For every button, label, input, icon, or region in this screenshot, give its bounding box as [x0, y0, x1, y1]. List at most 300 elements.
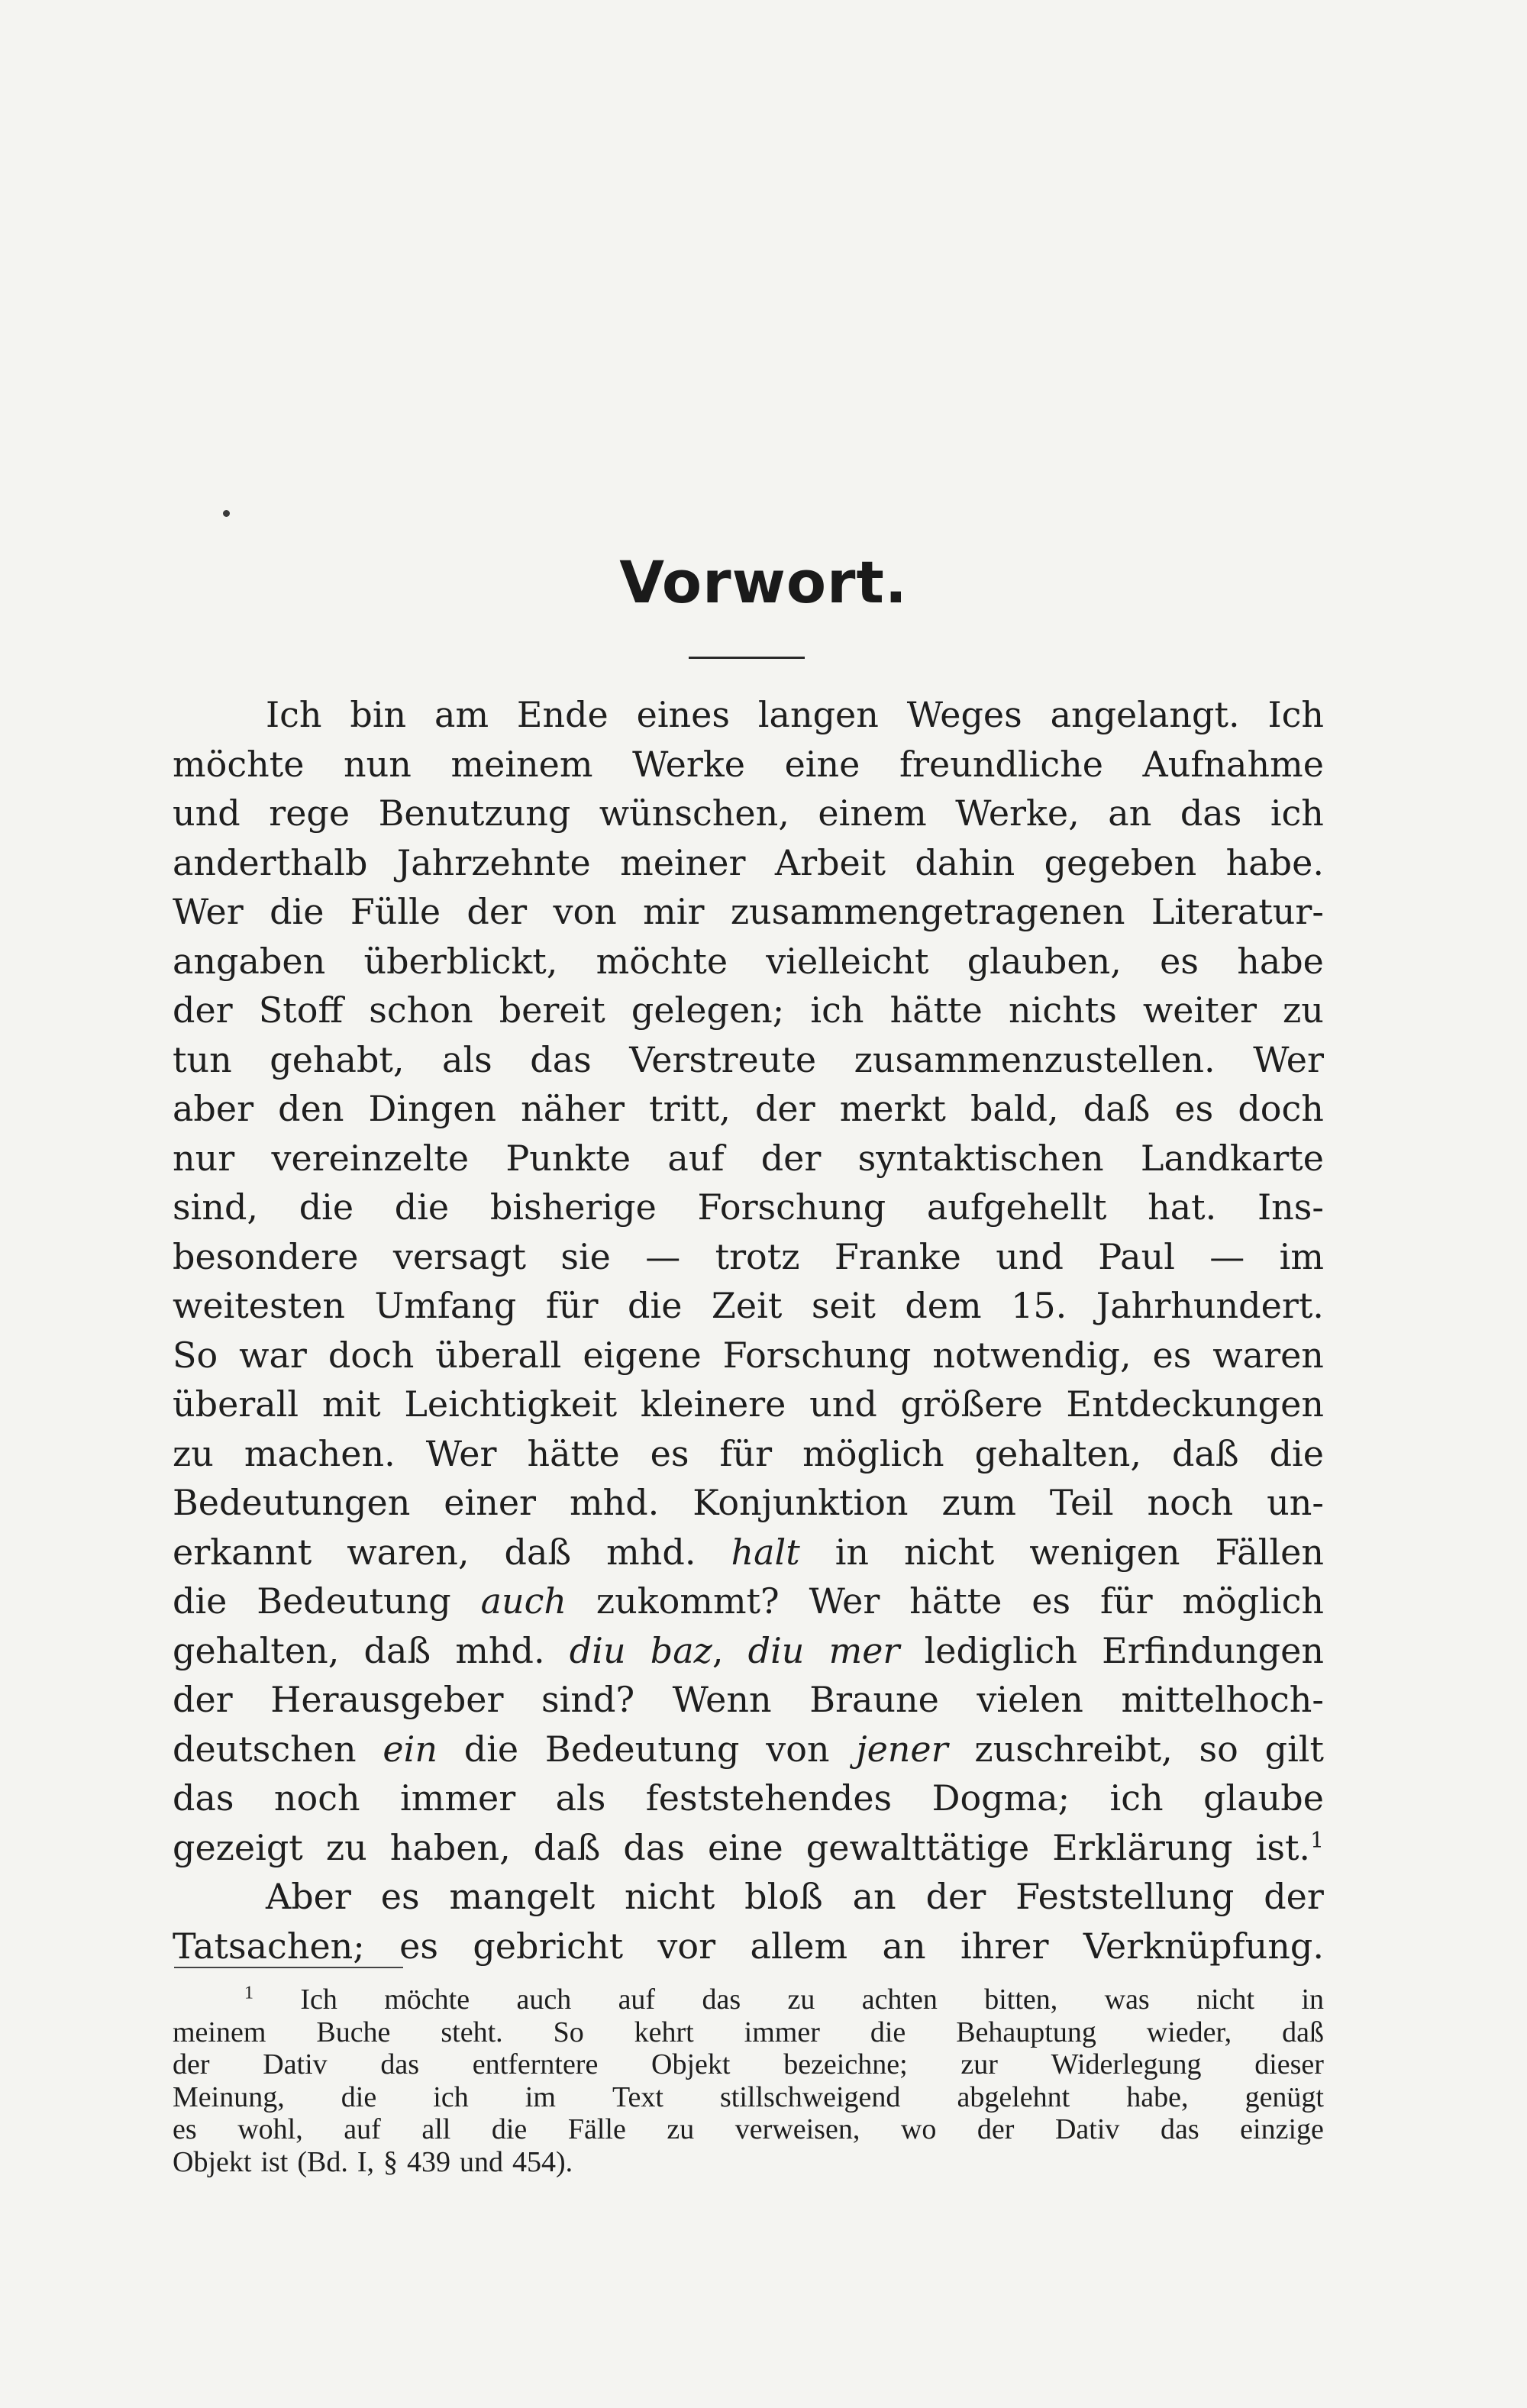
word: Erklärung: [1052, 1826, 1233, 1868]
word: Ich: [1267, 694, 1324, 735]
word: Meinung,: [173, 2080, 285, 2113]
word: Literatur-: [1151, 891, 1324, 932]
word: Konjunktion: [692, 1482, 909, 1523]
word: der: [466, 891, 528, 932]
word: dem: [905, 1285, 982, 1326]
word: nicht: [1196, 1984, 1255, 2016]
word: Bedeutungen: [173, 1482, 411, 1523]
word: daß: [1171, 1432, 1239, 1474]
word: anderthalb: [173, 841, 368, 883]
word: Tatsachen;: [173, 1925, 365, 1967]
word: zu: [787, 1984, 815, 2016]
text-line: [173, 1675, 1324, 1725]
word: auf: [667, 1137, 725, 1179]
word: noch: [1147, 1482, 1234, 1523]
word: Verknüpfung.: [1083, 1925, 1324, 1967]
word: Dogma;: [931, 1777, 1070, 1819]
word: 439: [407, 2145, 450, 2178]
word: wenigen: [1029, 1531, 1180, 1573]
word: die: [463, 1728, 519, 1770]
word: genügt: [1245, 2080, 1324, 2113]
text-line: [173, 1823, 1324, 1873]
word: eines: [636, 694, 730, 735]
word: Jahrzehnte: [396, 841, 591, 883]
word: wohl,: [237, 2113, 303, 2145]
word: —: [1209, 1235, 1245, 1277]
footnote-line: [173, 2016, 1324, 2049]
word: für: [1099, 1580, 1153, 1622]
word: ihrer: [960, 1925, 1049, 1967]
word: immer: [400, 1777, 516, 1819]
word: möglich: [1182, 1580, 1324, 1622]
text-line: [173, 789, 1324, 838]
word: wünschen,: [599, 792, 789, 834]
word: bald,: [970, 1088, 1059, 1129]
word: bloß: [744, 1876, 823, 1917]
word: bitten,: [984, 1984, 1058, 2016]
word: Buche: [316, 2016, 391, 2048]
word: bisherige: [489, 1186, 657, 1228]
word: zu: [667, 2113, 695, 2145]
word: der: [173, 989, 233, 1031]
word: waren,: [347, 1531, 470, 1573]
word: mangelt: [449, 1876, 596, 1917]
word: Wer: [173, 891, 244, 932]
word: Zeit: [711, 1285, 783, 1326]
word: haben,: [389, 1826, 511, 1868]
word: kleinere: [640, 1383, 786, 1425]
word: auf: [344, 2113, 381, 2145]
word: nun: [344, 743, 412, 785]
word: Werke,: [955, 792, 1080, 834]
word: sie: [560, 1235, 611, 1277]
word: auch: [516, 1984, 572, 2016]
word: zu: [325, 1826, 367, 1868]
word: §: [383, 2145, 398, 2178]
word: an: [882, 1925, 926, 1967]
word: im: [525, 2080, 556, 2113]
word: Landkarte: [1140, 1137, 1324, 1179]
word: das: [173, 1777, 234, 1819]
word: einem: [818, 792, 927, 834]
word: schon: [369, 989, 473, 1031]
word: das: [1180, 792, 1242, 834]
word: achten: [861, 1984, 938, 2016]
word: doch: [328, 1334, 415, 1376]
text-line: [173, 1035, 1324, 1085]
word: Teil: [1049, 1482, 1114, 1523]
word: Erfindungen: [1102, 1629, 1324, 1671]
word: gebricht: [473, 1925, 624, 1967]
word: als: [555, 1777, 606, 1819]
word: 1: [244, 1983, 253, 2003]
word: habe.: [1225, 841, 1324, 883]
word: gewalttätige: [805, 1826, 1030, 1868]
word: mit: [321, 1383, 381, 1425]
word: die: [299, 1186, 354, 1228]
text-line: [173, 887, 1324, 937]
text-line: [173, 1183, 1324, 1232]
word: es: [1174, 1088, 1214, 1129]
word: langen: [757, 694, 879, 735]
word: meinem: [173, 2016, 266, 2048]
text-line: [173, 1922, 1324, 1971]
footnote-rule: [174, 1967, 403, 1968]
word: überblickt,: [363, 940, 558, 982]
word: Punkte: [505, 1137, 631, 1179]
word: Ich: [300, 1984, 337, 2016]
word: der: [173, 1679, 233, 1720]
word: zu: [173, 1432, 214, 1474]
word: Ende: [516, 694, 609, 735]
word: hätte: [527, 1432, 620, 1474]
word: eine: [707, 1826, 783, 1868]
footnote-line: [173, 2081, 1324, 2114]
word: daß: [1083, 1088, 1151, 1129]
word: nicht: [904, 1531, 995, 1573]
word: zu: [1283, 989, 1324, 1031]
text-line: [173, 937, 1324, 986]
word: was: [1104, 1984, 1150, 2016]
word: merkt: [839, 1088, 946, 1129]
word: und: [809, 1383, 877, 1425]
footnote-line: [173, 1984, 1324, 2016]
word: tritt,: [649, 1088, 731, 1129]
word: der: [1264, 1876, 1324, 1917]
word: für: [719, 1432, 773, 1474]
word: Bedeutung: [544, 1728, 740, 1770]
word: Aber: [266, 1876, 351, 1917]
word: Stoff: [258, 989, 344, 1031]
body-text: [173, 690, 1324, 1971]
word: Herausgeber: [270, 1679, 504, 1720]
word: habe: [1237, 940, 1324, 982]
word: sind,: [173, 1186, 259, 1228]
word: seit: [811, 1285, 876, 1326]
word: immer: [744, 2016, 820, 2048]
word: die: [341, 2080, 377, 2113]
word: von: [766, 1728, 830, 1770]
word: das: [623, 1826, 685, 1868]
word: bereit: [499, 989, 605, 1031]
title-rule: [689, 657, 805, 659]
footnote-line: [173, 2146, 1324, 2179]
word: entferntere: [472, 2048, 599, 2080]
word: der: [754, 1088, 815, 1129]
word: Wer: [425, 1432, 497, 1474]
word: Fälle: [567, 2113, 626, 2145]
word: abgelehnt: [957, 2080, 1070, 2113]
word: So: [553, 2016, 584, 2048]
word: aufgehellt: [926, 1186, 1107, 1228]
word: zur: [960, 2048, 998, 2080]
word: Benutzung: [378, 792, 571, 834]
word: Feststellung: [1015, 1876, 1235, 1917]
word: freundliche: [899, 743, 1103, 785]
word: mer: [828, 1629, 900, 1671]
word: mhd.: [606, 1531, 696, 1573]
word: vielleicht: [766, 940, 929, 982]
word: die: [1269, 1432, 1324, 1474]
word: ich: [1109, 1777, 1164, 1819]
word: dieser: [1254, 2048, 1324, 2080]
word: notwendig,: [932, 1334, 1132, 1376]
word: im: [1279, 1235, 1324, 1277]
word: diu: [747, 1629, 805, 1671]
word: vereinzelte: [271, 1137, 470, 1179]
word: am: [434, 694, 489, 735]
word: es: [380, 1876, 420, 1917]
word: Ich: [266, 694, 322, 735]
text-line: [173, 1478, 1324, 1528]
word: glauben,: [967, 940, 1122, 982]
word: gehabt,: [270, 1038, 405, 1080]
text-line: [173, 690, 1324, 740]
word: das: [530, 1038, 592, 1080]
word: die: [173, 1580, 228, 1622]
word: zukommt?: [596, 1580, 780, 1622]
text-line: [173, 1725, 1324, 1774]
word: un-: [1267, 1482, 1324, 1523]
word: einzige: [1240, 2113, 1324, 2145]
word: das: [702, 1984, 741, 2016]
word: vielen: [977, 1679, 1083, 1720]
word: doch: [1238, 1088, 1324, 1129]
word: versagt: [392, 1235, 526, 1277]
word: allem: [750, 1925, 848, 1967]
word: es: [1152, 1334, 1192, 1376]
word: von: [553, 891, 617, 932]
word: hätte: [889, 989, 983, 1031]
word: Dingen: [368, 1088, 497, 1129]
text-line: [173, 1528, 1324, 1577]
word: ein: [383, 1728, 437, 1770]
word: möglich: [802, 1432, 944, 1474]
word: mir: [643, 891, 705, 932]
word: Wer: [809, 1580, 880, 1622]
word: ich: [1270, 792, 1324, 834]
word: Franke: [834, 1235, 961, 1277]
word: habe,: [1126, 2080, 1189, 2113]
word: weiter: [1142, 989, 1257, 1031]
footnotes: [173, 1984, 1324, 2178]
word: und: [173, 792, 241, 834]
word: all: [421, 2113, 451, 2145]
word: es: [173, 2113, 197, 2145]
word: tun: [173, 1038, 232, 1080]
word: bin: [350, 694, 407, 735]
word: diu: [569, 1629, 626, 1671]
word: war: [239, 1334, 307, 1376]
word: I,: [357, 2145, 374, 2178]
word: gelegen;: [631, 989, 785, 1031]
word: es: [650, 1432, 689, 1474]
word: in: [1301, 1984, 1324, 2016]
word: Text: [612, 2080, 663, 2113]
text-line: [173, 986, 1324, 1035]
footnote-line: [173, 2048, 1324, 2081]
word: es: [1160, 940, 1199, 982]
stray-dot-mark: [223, 510, 230, 517]
word: vor: [657, 1925, 716, 1967]
word: hat.: [1148, 1186, 1217, 1228]
word: feststehendes: [645, 1777, 893, 1819]
word: Ins-: [1257, 1186, 1324, 1228]
word: Forschung: [722, 1334, 912, 1376]
word: so: [1199, 1728, 1238, 1770]
word: Verstreute: [629, 1038, 817, 1080]
word: zusammenzustellen.: [854, 1038, 1215, 1080]
word: Paul: [1098, 1235, 1175, 1277]
word: Dativ: [263, 2048, 328, 2080]
word: die: [491, 2113, 528, 2145]
word: auf: [618, 1984, 656, 2016]
word: der: [977, 2113, 1015, 2145]
word: gehalten,: [173, 1629, 340, 1671]
word: Werke: [632, 743, 745, 785]
word: besondere: [173, 1235, 359, 1277]
word: nichts: [1008, 989, 1117, 1031]
word: Objekt: [651, 2048, 731, 2080]
word: mhd.: [455, 1629, 545, 1671]
word: Leichtigkeit: [404, 1383, 618, 1425]
word: an: [1108, 792, 1152, 834]
text-line: [173, 1134, 1324, 1183]
word: daß: [504, 1531, 572, 1573]
word: der: [173, 2048, 210, 2080]
word: wo: [900, 2113, 937, 2145]
word: Fülle: [350, 891, 441, 932]
word: stillschweigend: [720, 2080, 901, 2113]
word: Dativ: [1054, 2113, 1120, 2145]
word: der: [760, 1137, 822, 1179]
word: Objekt: [173, 2145, 252, 2178]
word: überall: [435, 1334, 562, 1376]
word: dahin: [915, 841, 1015, 883]
word: hätte: [909, 1580, 1002, 1622]
footnote-line: [173, 2113, 1324, 2146]
text-line: [173, 1331, 1324, 1380]
word: wieder,: [1146, 2016, 1232, 2048]
word: trotz: [715, 1235, 800, 1277]
word: noch: [273, 1777, 360, 1819]
word: 454).: [512, 2145, 573, 2178]
word: baz,: [650, 1629, 724, 1671]
word: (Bd.: [297, 2145, 348, 2178]
word: ich: [433, 2080, 469, 2113]
word: Bedeutung: [257, 1580, 451, 1622]
text-line: [173, 1232, 1324, 1282]
word: zuschreibt,: [974, 1728, 1173, 1770]
word: Braune: [809, 1679, 939, 1720]
word: Jahrhundert.: [1096, 1285, 1324, 1326]
word: syntaktischen: [857, 1137, 1104, 1179]
word: und: [460, 2145, 503, 2178]
word: möchte: [173, 743, 305, 785]
text-line: [173, 1577, 1324, 1626]
word: lediglich: [924, 1629, 1077, 1671]
word: erkannt: [173, 1531, 312, 1573]
word: einer: [444, 1482, 537, 1523]
word: gilt: [1264, 1728, 1324, 1770]
word: für: [545, 1285, 599, 1326]
word: das: [380, 2048, 420, 2080]
word: überall: [173, 1383, 299, 1425]
word: an: [852, 1876, 896, 1917]
word: machen.: [244, 1432, 395, 1474]
word: eigene: [583, 1334, 702, 1376]
word: größere: [900, 1383, 1043, 1425]
word: daß: [1282, 2016, 1324, 2048]
word: in: [835, 1531, 870, 1573]
word: meinem: [450, 743, 593, 785]
word: es: [1031, 1580, 1071, 1622]
word: mhd.: [569, 1482, 660, 1523]
text-line: [173, 1626, 1324, 1676]
word: Fällen: [1215, 1531, 1324, 1573]
word: möchte: [384, 1984, 470, 2016]
word: rege: [269, 792, 350, 834]
word: steht.: [441, 2016, 503, 2048]
word: bezeichne;: [783, 2048, 908, 2080]
text-line: [173, 1429, 1324, 1479]
word: So: [173, 1334, 218, 1376]
word: aber: [173, 1088, 254, 1129]
word: nur: [173, 1137, 235, 1179]
word: meiner: [620, 841, 746, 883]
word: es: [399, 1925, 438, 1967]
word: sind?: [541, 1679, 635, 1720]
word: deutschen: [173, 1728, 357, 1770]
word: nicht: [625, 1876, 715, 1917]
word: gehalten,: [974, 1432, 1142, 1474]
word: gegeben: [1044, 841, 1197, 883]
word: den: [278, 1088, 344, 1129]
word: Umfang: [374, 1285, 517, 1326]
text-line: [173, 1380, 1324, 1429]
word: —: [645, 1235, 681, 1277]
word: verweisen,: [734, 2113, 860, 2145]
word: Entdeckungen: [1066, 1383, 1324, 1425]
word: mittelhoch-: [1121, 1679, 1324, 1720]
word: Aufnahme: [1142, 743, 1324, 785]
word: ist.$^1$: [1255, 1826, 1324, 1868]
text-line: [173, 740, 1324, 789]
page-title: Vorwort.: [619, 548, 908, 616]
word: Wenn: [672, 1679, 772, 1720]
word: das: [1160, 2113, 1199, 2145]
word: kehrt: [634, 2016, 694, 2048]
word: die: [270, 891, 324, 932]
text-line: [173, 1084, 1324, 1134]
word: eine: [784, 743, 860, 785]
word: daß: [533, 1826, 601, 1868]
word: Behauptung: [956, 2016, 1096, 2048]
word: waren: [1212, 1334, 1324, 1376]
word: Wer: [1253, 1038, 1324, 1080]
word: näher: [521, 1088, 625, 1129]
word: 15.: [1011, 1285, 1067, 1326]
word: der: [925, 1876, 986, 1917]
word: weitesten: [173, 1285, 345, 1326]
text-line: [173, 1774, 1324, 1823]
text-line: [173, 1872, 1324, 1922]
word: angaben: [173, 940, 326, 982]
word: die: [870, 2016, 906, 2048]
word: zum: [941, 1482, 1016, 1523]
word: Arbeit: [774, 841, 886, 883]
word: daß: [363, 1629, 431, 1671]
